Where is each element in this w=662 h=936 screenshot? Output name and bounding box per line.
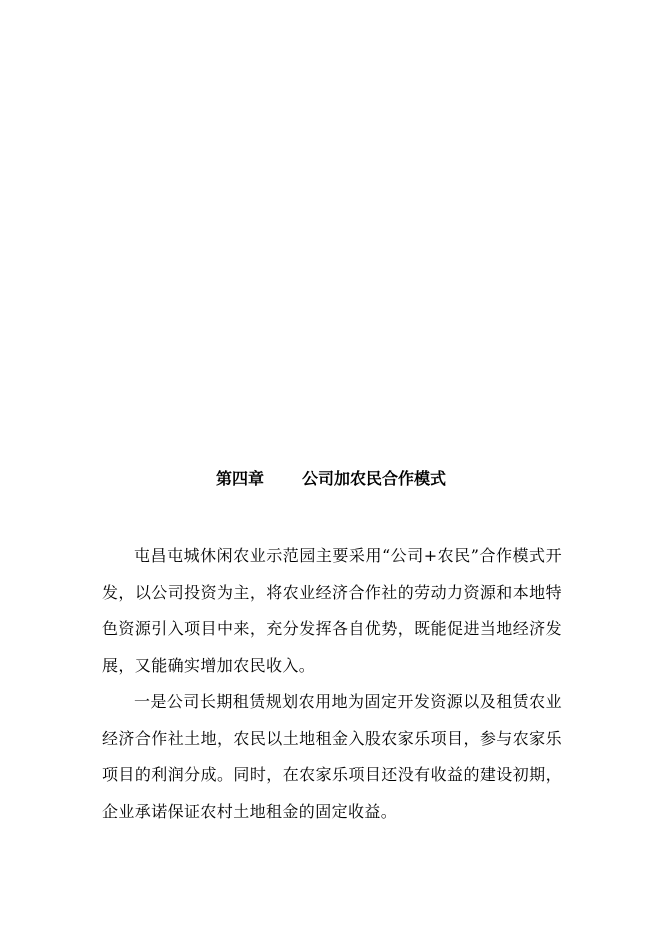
chapter-heading <box>0 466 662 492</box>
paragraph-1: 屯昌屯城休闲农业示范园主要采用“公司+农民”合作模式开发，以公司投资为主，将农业经济合作社的劳动力资源和本地特色资源引入项目中来，充分发挥各自优势，既能促进当地经济发展，又能确实增加农民收入。 <box>102 546 562 675</box>
chapter-title: 公司加农民合作模式 <box>302 469 447 488</box>
paragraph-2: 一是公司长期租赁规划农用地为固定开发资源以及租赁农业经济合作社土地，农民以土地租金入股农家乐项目，参与农家乐项目的利润分成。同时，在农家乐项目还没有收益的建设初期，企业承诺保证农村土地租金的固定收益。 <box>102 692 562 821</box>
chapter-number: 第四章 <box>215 469 264 488</box>
body-text <box>102 538 562 830</box>
